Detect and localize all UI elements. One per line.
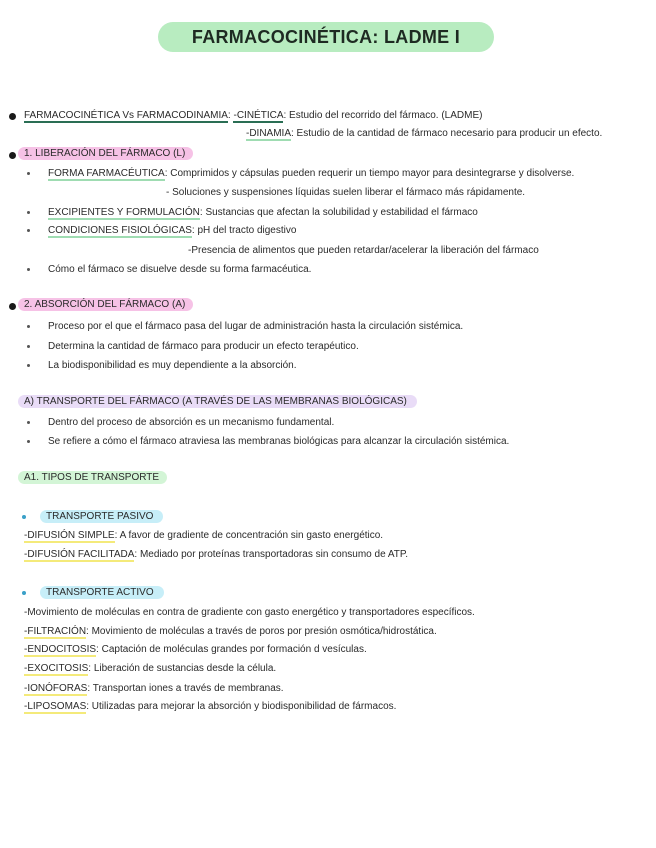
bullet-dot xyxy=(27,172,30,175)
intro-line xyxy=(24,109,482,122)
como-text: Cómo el fármaco se disuelve desde su forma farmacéutica. xyxy=(48,264,312,275)
filtracion-line xyxy=(24,625,437,638)
section-heading-pasivo xyxy=(40,510,163,523)
liberacion-heading: 1. LIBERACIÓN DEL FÁRMACO (L) xyxy=(18,147,193,160)
bullet-dot xyxy=(9,303,16,310)
difusion-simple-text: : A favor de gradiente de concentración sin gasto energético. xyxy=(114,530,384,541)
intro-heading: FARMACOCINÉTICA Vs FARMACODINAMIA xyxy=(24,110,228,121)
condiciones-term: CONDICIONES FISIOLÓGICAS xyxy=(48,225,192,236)
bullet-dot xyxy=(27,421,30,424)
bullet-dot xyxy=(27,325,30,328)
bullet-dot xyxy=(9,113,16,120)
bullet-dot xyxy=(27,211,30,214)
endocitosis-line xyxy=(24,643,367,656)
transporte-item: Se refiere a cómo el fármaco atraviesa las membranas biológicas para alcanzar la circulación sistémica. xyxy=(48,436,510,447)
absorcion-item: La biodisponibilidad es muy dependiente a la absorción. xyxy=(48,360,297,371)
activo-heading: TRANSPORTE ACTIVO xyxy=(40,586,164,599)
ionoforas-line xyxy=(24,682,284,695)
dinamia-text: : Estudio de la cantidad de fármaco necesario para producir un efecto. xyxy=(291,128,603,139)
section-heading-absorcion xyxy=(18,298,193,311)
bullet-dot xyxy=(27,345,30,348)
forma-text2: - Soluciones y suspensiones líquidas suelen liberar el fármaco más rápidamente. xyxy=(166,187,526,198)
dinamia-line xyxy=(246,127,602,140)
liposomas-term: -LIPOSOMAS xyxy=(24,701,87,712)
bullet-dot xyxy=(27,268,30,271)
difusion-facilitada-term: -DIFUSIÓN FACILITADA xyxy=(24,549,135,560)
difusion-facilitada-text: : Mediado por proteínas transportadoras sin consumo de ATP. xyxy=(134,549,409,560)
forma-term: FORMA FARMACÉUTICA xyxy=(48,168,165,179)
tipos-heading: A1. TIPOS DE TRANSPORTE xyxy=(18,471,167,484)
filtracion-term: -FILTRACIÓN xyxy=(24,626,87,637)
ionoforas-text: : Transportan iones a través de membranas. xyxy=(87,683,284,694)
excipientes-term: EXCIPIENTES Y FORMULACIÓN xyxy=(48,207,200,218)
liposomas-text: : Utilizadas para mejorar la absorción y biodisponibilidad de fármacos. xyxy=(86,701,397,712)
condiciones-line xyxy=(48,224,296,237)
absorcion-item: Determina la cantidad de fármaco para producir un efecto terapéutico. xyxy=(48,341,359,352)
ionoforas-term: -IONÓFORAS xyxy=(24,683,88,694)
section-heading-liberacion xyxy=(18,147,193,160)
section-heading-activo xyxy=(40,586,164,599)
forma-line xyxy=(48,167,574,180)
bullet-dot xyxy=(27,440,30,443)
page-title: FARMACOCINÉTICA: LADME I xyxy=(158,22,494,52)
forma-text: : Comprimidos y cápsulas pueden requerir un tiempo mayor para desintegrarse y disolverse. xyxy=(164,168,575,179)
movimiento-text: -Movimiento de moléculas en contra de gradiente con gasto energético y transportadores específicos. xyxy=(24,607,475,618)
exocitosis-line xyxy=(24,662,276,675)
bullet-dot xyxy=(9,152,16,159)
bullet-dot xyxy=(22,591,26,595)
excipientes-text: : Sustancias que afectan la solubilidad y estabilidad el fármaco xyxy=(199,207,478,218)
exocitosis-text: : Liberación de sustancias desde la célula. xyxy=(88,663,277,674)
dinamia-term: -DINAMIA xyxy=(246,128,291,139)
intro-sep: : xyxy=(227,110,231,121)
difusion-facilitada-line xyxy=(24,548,408,561)
section-heading-transporte xyxy=(18,395,417,408)
bullet-dot xyxy=(27,364,30,367)
absorcion-heading: 2. ABSORCIÓN DEL FÁRMACO (A) xyxy=(18,298,193,311)
condiciones-text2: -Presencia de alimentos que pueden retardar/acelerar la liberación del fármaco xyxy=(188,245,539,256)
endocitosis-text: : Captación de moléculas grandes por formación d vesículas. xyxy=(96,644,367,655)
cinetica-term: -CINÉTICA xyxy=(233,110,284,121)
absorcion-item: Proceso por el que el fármaco pasa del lugar de administración hasta la circulación sistémica. xyxy=(48,321,464,332)
transporte-item: Dentro del proceso de absorción es un mecanismo fundamental. xyxy=(48,417,335,428)
cinetica-text: : Estudio del recorrido del fármaco. (LADME) xyxy=(283,110,483,121)
section-heading-tipos xyxy=(18,471,167,484)
difusion-simple-term: -DIFUSIÓN SIMPLE xyxy=(24,530,115,541)
exocitosis-term: -EXOCITOSIS xyxy=(24,663,89,674)
condiciones-text: : pH del tracto digestivo xyxy=(191,225,297,236)
excipientes-line xyxy=(48,206,478,219)
liposomas-line xyxy=(24,700,396,713)
bullet-dot xyxy=(27,229,30,232)
difusion-simple-line xyxy=(24,529,383,542)
endocitosis-term: -ENDOCITOSIS xyxy=(24,644,97,655)
filtracion-text: : Movimiento de moléculas a través de poros por presión osmótica/hidrostática. xyxy=(86,626,437,637)
bullet-dot xyxy=(22,515,26,519)
pasivo-heading: TRANSPORTE PASIVO xyxy=(40,510,163,523)
transporte-heading: A) TRANSPORTE DEL FÁRMACO (A TRAVÉS DE LAS MEMBRANAS BIOLÓGICAS) xyxy=(18,395,417,408)
